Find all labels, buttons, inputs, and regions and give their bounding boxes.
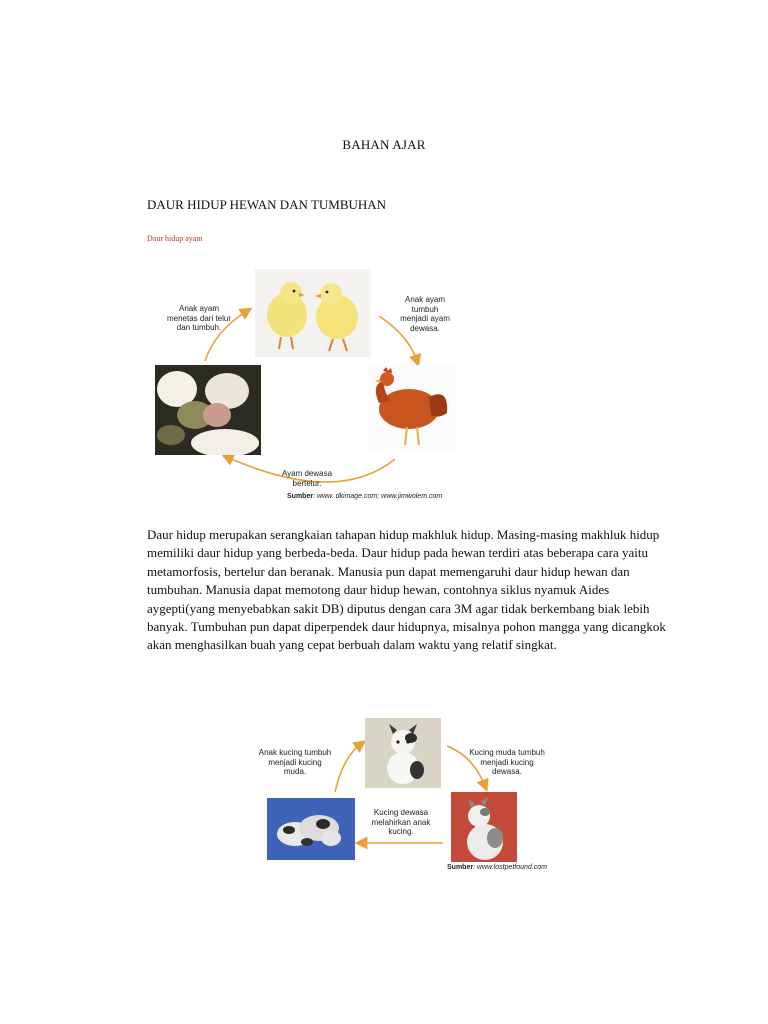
cat-life-cycle-figure <box>247 712 559 877</box>
cat-figure-source <box>447 864 547 871</box>
source-label: Sumber <box>447 864 474 871</box>
caption-kitten-grow: Anak kucing tumbuh menjadi kucing muda. <box>258 748 332 776</box>
hen-photo <box>369 365 455 453</box>
hatching-eggs-photo <box>155 365 261 455</box>
chicks-photo <box>255 269 371 357</box>
caption-adult-birth: Kucing dewasa melahirkan anak kucing. <box>371 808 431 836</box>
source-text: : www.lostpetfound.com <box>473 864 547 871</box>
section-heading: DAUR HIDUP HEWAN DAN TUMBUHAN <box>147 197 387 212</box>
source-label: Sumber <box>287 493 314 500</box>
chicken-life-cycle-figure <box>147 261 465 505</box>
source-text: : www. dkimage.com; www.jimwolem.com <box>313 493 443 500</box>
adult-cat-photo <box>451 792 517 862</box>
caption-chick-grow: Anak ayam tumbuh menjadi ayam dewasa. <box>400 295 450 333</box>
kittens-photo <box>267 798 355 860</box>
young-cat-photo <box>365 718 441 788</box>
chicken-figure-source <box>287 493 442 500</box>
figure-subheading: Daur hidup ayam <box>147 234 203 243</box>
caption-chick-hatch: Anak ayam menetas dari telur dan tumbuh. <box>166 304 232 332</box>
caption-young-grow: Kucing muda tumbuh menjadi kucing dewasa. <box>469 748 545 776</box>
document-title: BAHAN AJAR <box>342 137 426 152</box>
caption-hen-lay: Ayam dewasa bertelur. <box>281 469 333 488</box>
body-paragraph: Daur hidup merupakan serangkaian tahapan hidup makhluk hidup. Masing-masing makhluk hidup memiliki daur hidup yang berbeda-beda. Daur hidup pada hewan terdiri atas beberapa cara yaitu metamorfosis, bertelur dan beranak. Manusia pun dapat memengaruhi daur hidup hewan dan tumbuhan. Manusia dapat memotong daur hidup hewan, contohnya siklus nyamuk Aides aygepti(yang menyebabkan sakit DB) diputus dengan cara 3M agar tidak berkembang biak lebih banyak. Tumbuhan pun dapat diperpendek daur hidupnya, misalnya pohon mangga yang dicangkok akan menghasilkan buah yang cepat berbuah dalam waktu yang relatif singkat. <box>147 527 666 653</box>
